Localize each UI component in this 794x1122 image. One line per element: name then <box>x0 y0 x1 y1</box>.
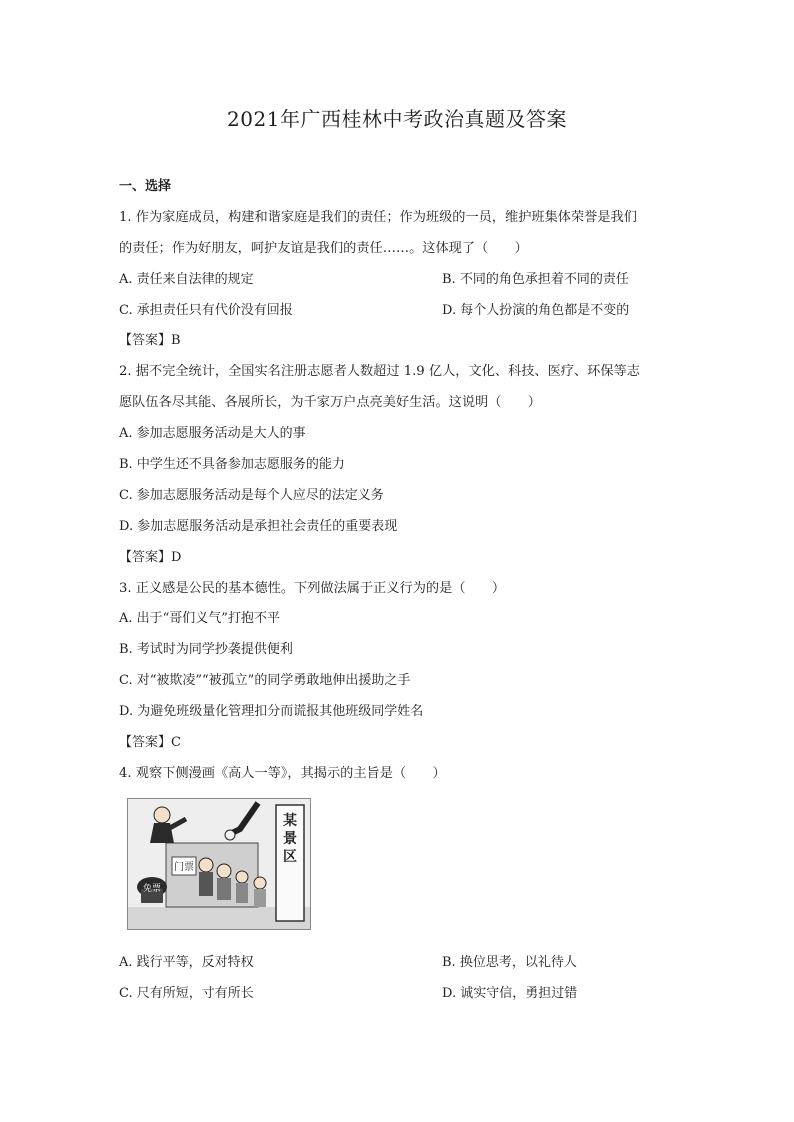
option-a: A. 责任来自法律的规定 <box>119 271 254 287</box>
sign-text-3: 区 <box>283 848 297 865</box>
option-c: C. 参加志愿服务活动是每个人应尽的法定义务 <box>119 487 384 503</box>
question-4-line-1: 4. 观察下侧漫画《高人一等》，其揭示的主旨是（ ） <box>119 765 446 781</box>
question-1-options-row-1 <box>119 265 679 296</box>
question-2-line-2: 愿队伍各尽其能、各展所长，为千家万户点亮美好生活。这说明（ ） <box>119 395 541 411</box>
stamp-text: 免票 <box>142 883 162 894</box>
option-b: B. 考试时为同学抄袭提供便利 <box>119 642 293 658</box>
sign-text-2: 景 <box>283 830 297 847</box>
ticket-label: 门票 <box>174 861 194 873</box>
question-1-answer: 【答案】B <box>119 333 181 349</box>
question-1-line-2: 的责任；作为好朋友，呵护友谊是我们的责任……。这体现了（ ） <box>119 240 528 256</box>
option-b: B. 中学生还不具备参加志愿服务的能力 <box>119 457 345 473</box>
question-2-answer: 【答案】D <box>119 549 182 565</box>
option-a: A. 践行平等，反对特权 <box>119 954 254 970</box>
option-c: C. 承担责任只有代价没有回报 <box>119 302 293 318</box>
question-3-answer: 【答案】C <box>119 735 181 751</box>
question-4-options-row-1 <box>119 948 679 979</box>
section-heading: 一、选择 <box>119 179 172 194</box>
option-d: D. 每个人扮演的角色都是不变的 <box>442 302 630 318</box>
question-list <box>119 172 679 1010</box>
option-d: D. 诚实守信，勇担过错 <box>442 985 578 1001</box>
page-title: 2021年广西桂林中考政治真题及答案 <box>227 107 567 131</box>
question-3-line-1: 3. 正义感是公民的基本德性。下列做法属于正义行为的是（ ） <box>119 580 506 596</box>
question-4-options-row-2 <box>119 979 679 1010</box>
option-c: C. 尺有所短，寸有所长 <box>119 985 254 1001</box>
option-c: C. 对“被欺凌”“被孤立”的同学勇敢地伸出援助之手 <box>119 673 411 689</box>
sign-text-1: 某 <box>283 812 297 829</box>
option-a: A. 出于“哥们义气”打抱不平 <box>119 611 280 627</box>
option-d: D. 参加志愿服务活动是承担社会责任的重要表现 <box>119 518 398 534</box>
question-1-line-1: 1. 作为家庭成员，构建和谐家庭是我们的责任；作为班级的一员，维护班集体荣誉是我们 <box>119 209 637 225</box>
comic-figure <box>119 790 679 948</box>
option-d: D. 为避免班级量化管理扣分而谎报其他班级同学姓名 <box>119 704 424 720</box>
option-b: B. 换位思考，以礼待人 <box>442 954 577 970</box>
question-1-options-row-2 <box>119 296 679 327</box>
question-2-line-1: 2. 据不完全统计，全国实名注册志愿者人数超过 1.9 亿人，文化、科技、医疗、环保等志 <box>119 364 640 380</box>
option-a: A. 参加志愿服务活动是大人的事 <box>119 426 306 442</box>
comic-image <box>127 798 311 930</box>
option-b: B. 不同的角色承担着不同的责任 <box>442 271 629 287</box>
